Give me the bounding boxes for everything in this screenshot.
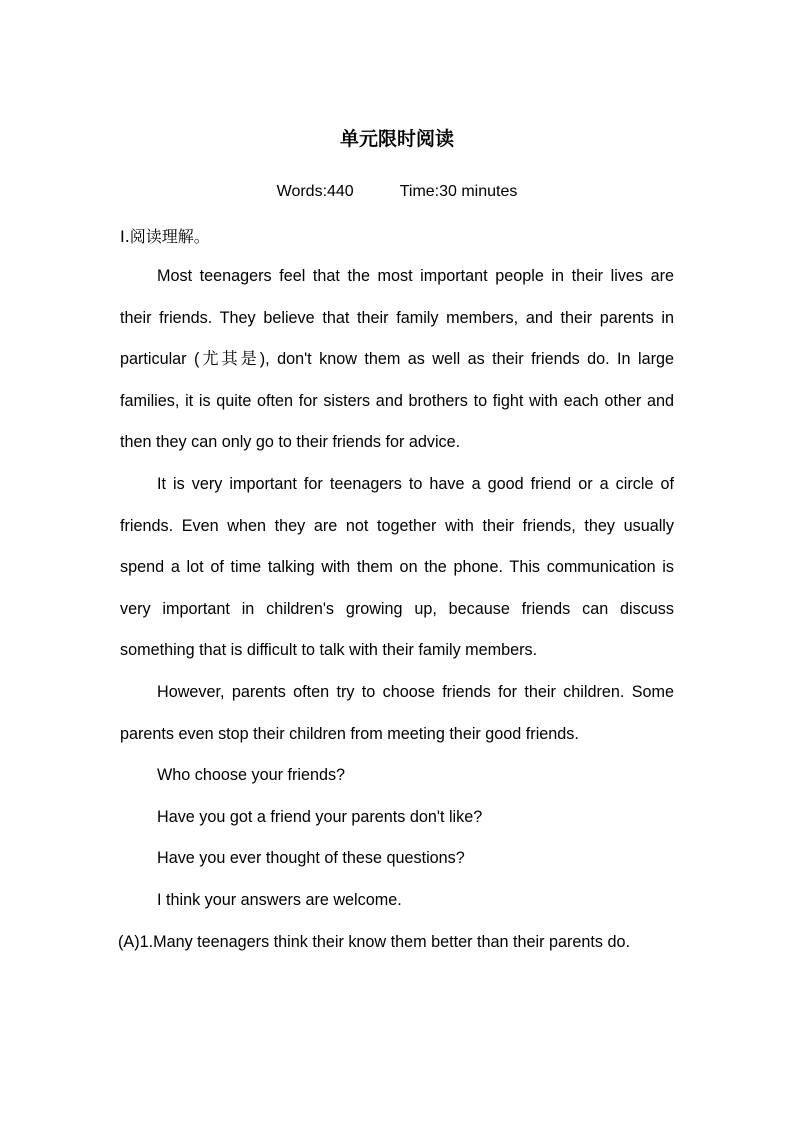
paragraph-3: However, parents often try to choose friends for their children. Some parents even stop their children from meeting their good friends. [120,682,674,743]
paragraph-6: Have you ever thought of these questions? [157,849,465,868]
section-heading: Ⅰ.阅读理解。 [120,227,210,246]
page-title: 单元限时阅读 [339,128,454,150]
paragraph-2: It is very important for teenagers to have a good friend or a circle of friends. Even when they are not together with their friends, they usually spend a lot of time talking with them on the phone. This communication is very important in children's growing up, because friends can discuss something that is difficult to talk with their family members. [120,474,674,660]
time-limit: Time:30 minutes [399,183,518,200]
paragraph-1: Most teenagers feel that the most important people in their lives are their friends. They believe that their family members, and their parents in particular (尤其是), don't know them as well as their friends do. In large families, it is quite often for sisters and brothers to fight with each other and then they can only go to their friends for advice. [120,267,674,452]
question-1: (A)1.Many teenagers think their know them better than their parents do. [118,932,630,951]
passage [120,256,674,963]
paragraph-7: I think your answers are welcome. [157,890,402,909]
word-time-info [0,183,794,201]
word-count: Words:440 [276,183,354,200]
paragraph-4: Who choose your friends? [157,766,346,785]
paragraph-5: Have you got a friend your parents don't like? [157,807,483,826]
